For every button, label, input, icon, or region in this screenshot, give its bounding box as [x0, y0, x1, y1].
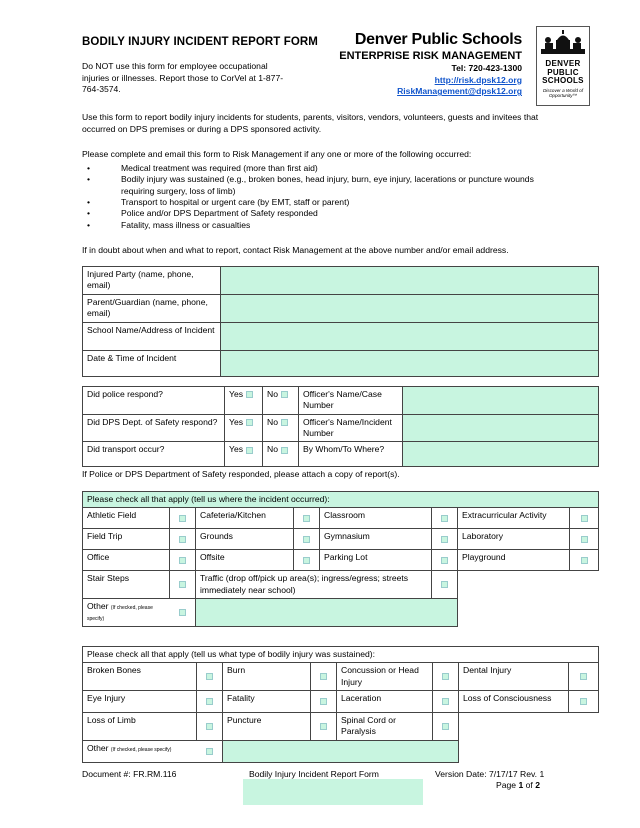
transport-yes-checkbox[interactable] [246, 447, 253, 454]
location-checkbox-cell[interactable] [432, 508, 458, 529]
injury-table [82, 646, 599, 763]
injury-checkbox-cell[interactable] [569, 663, 599, 691]
transport-field[interactable] [403, 442, 599, 467]
checkbox[interactable] [179, 581, 186, 588]
checkbox[interactable] [303, 557, 310, 564]
list-item: • Bodily injury was sustained (e.g., broken bones, head injury, burn, eye injury, lacerations or puncture wounds requiring surgery, loss of limb) [82, 174, 552, 197]
response-table [82, 386, 599, 467]
checkbox[interactable] [320, 723, 327, 730]
location-header: Please check all that apply (tell us where the incident occurred): [83, 492, 599, 508]
other-location-label: Other (If checked, please specify) [83, 599, 170, 627]
checkbox[interactable] [441, 515, 448, 522]
location-checkbox-cell[interactable] [432, 550, 458, 571]
page-total: 2 [535, 780, 540, 790]
parent-guardian-field[interactable] [221, 295, 599, 323]
document-title: Bodily Injury Incident Report Form [249, 769, 379, 779]
intro-paragraph: Use this form to report bodily injury incidents for students, parents, visitors, vendors, volunteers, guests and invitees that occurred on DPS premises or during a DPS sponsored activity. [82, 112, 539, 134]
dps-logo [536, 26, 590, 106]
location-checkbox-cell[interactable] [570, 508, 599, 529]
other-injury-label: Other (If checked, please specify) [83, 740, 197, 762]
safety-officer-field[interactable] [403, 414, 599, 442]
location-label: Classroom [320, 508, 432, 529]
safety-yes-checkbox[interactable] [246, 419, 253, 426]
transport-no-option[interactable]: No [263, 442, 299, 467]
police-no-checkbox[interactable] [281, 391, 288, 398]
checkbox[interactable] [581, 536, 588, 543]
location-checkbox-cell[interactable] [570, 550, 599, 571]
website-link[interactable]: http://risk.dpsk12.org [434, 74, 522, 85]
checkbox[interactable] [442, 723, 449, 730]
injury-label: Loss of Limb [83, 713, 197, 741]
checkbox[interactable] [179, 609, 186, 616]
party-info-table [82, 266, 599, 377]
parent-guardian-label: Parent/Guardian (name, phone, email) [83, 295, 221, 323]
logo-line-1: DENVER [545, 59, 581, 69]
checkbox[interactable] [179, 536, 186, 543]
injury-label: Loss of Consciousness [459, 691, 569, 713]
school-address-field[interactable] [221, 323, 599, 351]
other-location-checkbox-cell[interactable] [170, 599, 196, 627]
empty-cell [459, 713, 599, 741]
checkbox[interactable] [179, 515, 186, 522]
checkbox[interactable] [580, 698, 587, 705]
checkbox[interactable] [442, 698, 449, 705]
org-name: Denver Public Schools [354, 31, 522, 48]
location-label: Grounds [196, 529, 294, 550]
injury-label: Spinal Cord or Paralysis [337, 713, 433, 741]
location-checkbox-cell[interactable] [170, 508, 196, 529]
checkbox[interactable] [581, 557, 588, 564]
page-indicator: Page 1 of 2 [496, 780, 540, 790]
other-injury-field[interactable] [223, 740, 459, 762]
police-yes-checkbox[interactable] [246, 391, 253, 398]
list-item: • Fatality, mass illness or casualties [82, 220, 552, 231]
injury-checkbox-cell[interactable] [197, 691, 223, 713]
version-date: Version Date: 7/17/17 Rev. 1 [435, 769, 545, 779]
list-item: • Transport to hospital or urgent care (by EMT, staff or parent) [82, 197, 552, 208]
org-contact-block [330, 30, 522, 98]
location-checkbox-cell[interactable] [570, 529, 599, 550]
location-checkbox-cell[interactable] [294, 550, 320, 571]
checkbox[interactable] [179, 557, 186, 564]
traffic-label: Traffic (drop off/pick up area(s); ingress/egress; streets immediately near school) [196, 571, 432, 599]
police-question: Did police respond? [83, 387, 225, 415]
location-label: Office [83, 550, 170, 571]
checkbox[interactable] [320, 698, 327, 705]
transport-no-checkbox[interactable] [281, 447, 288, 454]
injured-party-field[interactable] [221, 267, 599, 295]
criteria-list [82, 163, 552, 231]
email-link[interactable]: RiskManagement@dpsk12.org [397, 86, 522, 97]
page-current: 1 [518, 780, 524, 790]
injury-label: Puncture [223, 713, 311, 741]
checkbox[interactable] [441, 557, 448, 564]
injury-checkbox-cell[interactable] [433, 691, 459, 713]
police-officer-label: Officer's Name/Case Number [299, 387, 403, 415]
safety-question: Did DPS Dept. of Safety respond? [83, 414, 225, 442]
checkbox[interactable] [580, 673, 587, 680]
injury-checkbox-cell[interactable] [197, 713, 223, 741]
police-officer-field[interactable] [403, 387, 599, 415]
safety-officer-label: Officer's Name/Incident Number [299, 414, 403, 442]
checkbox[interactable] [320, 673, 327, 680]
safety-yes-option[interactable]: Yes [225, 414, 263, 442]
checkbox[interactable] [206, 698, 213, 705]
dept-name: ENTERPRISE RISK MANAGEMENT [339, 50, 522, 63]
injury-label: Broken Bones [83, 663, 197, 691]
injury-checkbox-cell[interactable] [311, 663, 337, 691]
checkbox[interactable] [441, 536, 448, 543]
contact-paragraph: If in doubt about when and what to report, contact Risk Management at the above number and/or email address. [82, 245, 509, 255]
other-location-field[interactable] [196, 599, 458, 627]
injury-checkbox-cell[interactable] [197, 663, 223, 691]
location-checkbox-cell[interactable] [432, 571, 458, 599]
corvel-note: Do NOT use this form for employee occupational injuries or illnesses. Report those to CorVel at 1-877-764-3574. [82, 61, 284, 95]
list-item: • Medical treatment was required (more than first aid) [82, 163, 552, 174]
checkbox[interactable] [581, 515, 588, 522]
injured-party-label: Injured Party (name, phone, email) [83, 267, 221, 295]
location-label: Athletic Field [83, 508, 170, 529]
school-address-label: School Name/Address of Incident [83, 323, 221, 351]
transport-label: By Whom/To Where? [299, 442, 403, 467]
location-label: Extracurricular Activity [458, 508, 570, 529]
location-checkbox-cell[interactable] [432, 529, 458, 550]
empty-cell [458, 599, 599, 627]
location-checkbox-cell[interactable] [294, 529, 320, 550]
list-item: • Police and/or DPS Department of Safety responded [82, 208, 552, 219]
location-checkbox-cell[interactable] [170, 550, 196, 571]
location-label: Laboratory [458, 529, 570, 550]
checkbox[interactable] [442, 673, 449, 680]
empty-cell [459, 740, 599, 762]
transport-yes-option[interactable]: Yes [225, 442, 263, 467]
logo-tagline: Discover a World of Opportunity™ [542, 87, 584, 98]
other-injury-checkbox-cell[interactable] [197, 740, 223, 762]
logo-line-2: PUBLIC [547, 67, 579, 77]
checkbox[interactable] [206, 673, 213, 680]
checkbox[interactable] [303, 515, 310, 522]
injury-label: Eye Injury [83, 691, 197, 713]
injury-label: Laceration [337, 691, 433, 713]
location-label: Gymnasium [320, 529, 432, 550]
injury-label: Concussion or Head Injury [337, 663, 433, 691]
transport-question: Did transport occur? [83, 442, 225, 467]
checkbox[interactable] [303, 536, 310, 543]
form-title: BODILY INJURY INCIDENT REPORT FORM [82, 36, 318, 48]
injury-checkbox-cell[interactable] [433, 713, 459, 741]
location-table [82, 491, 599, 627]
location-checkbox-cell[interactable] [170, 529, 196, 550]
injury-label: Dental Injury [459, 663, 569, 691]
checkbox[interactable] [206, 748, 213, 755]
location-label: Offsite [196, 550, 294, 571]
police-yes-option[interactable]: Yes [225, 387, 263, 415]
injury-header: Please check all that apply (tell us what type of bodily injury was sustained): [83, 647, 599, 663]
phone-number: Tel: 720-423-1300 [451, 63, 522, 74]
checkbox[interactable] [206, 723, 213, 730]
injury-checkbox-cell[interactable] [433, 663, 459, 691]
injury-checkbox-cell[interactable] [569, 691, 599, 713]
location-label: Field Trip [83, 529, 170, 550]
date-time-field[interactable] [221, 351, 599, 377]
capitol-skyline-icon [539, 29, 587, 57]
location-checkbox-cell[interactable] [294, 508, 320, 529]
date-time-label: Date & Time of Incident [83, 351, 221, 377]
injury-label: Burn [223, 663, 311, 691]
checkbox[interactable] [441, 581, 448, 588]
location-label: Playground [458, 550, 570, 571]
footer-form-field[interactable] [243, 779, 423, 805]
injury-checkbox-cell[interactable] [311, 713, 337, 741]
empty-cell [458, 571, 599, 599]
police-no-option[interactable]: No [263, 387, 299, 415]
safety-no-option[interactable]: No [263, 414, 299, 442]
document-number: Document #: FR.RM.116 [82, 769, 177, 779]
location-checkbox-cell[interactable] [170, 571, 196, 599]
safety-no-checkbox[interactable] [281, 419, 288, 426]
location-label: Parking Lot [320, 550, 432, 571]
location-label: Cafeteria/Kitchen [196, 508, 294, 529]
criteria-paragraph: Please complete and email this form to Risk Management if any one or more of the following occurred: [82, 149, 472, 159]
location-label: Stair Steps [83, 571, 170, 599]
injury-label: Fatality [223, 691, 311, 713]
injury-checkbox-cell[interactable] [311, 691, 337, 713]
logo-line-3: SCHOOLS [542, 76, 584, 86]
attach-note: If Police or DPS Department of Safety responded, please attach a copy of report(s). [82, 469, 400, 479]
